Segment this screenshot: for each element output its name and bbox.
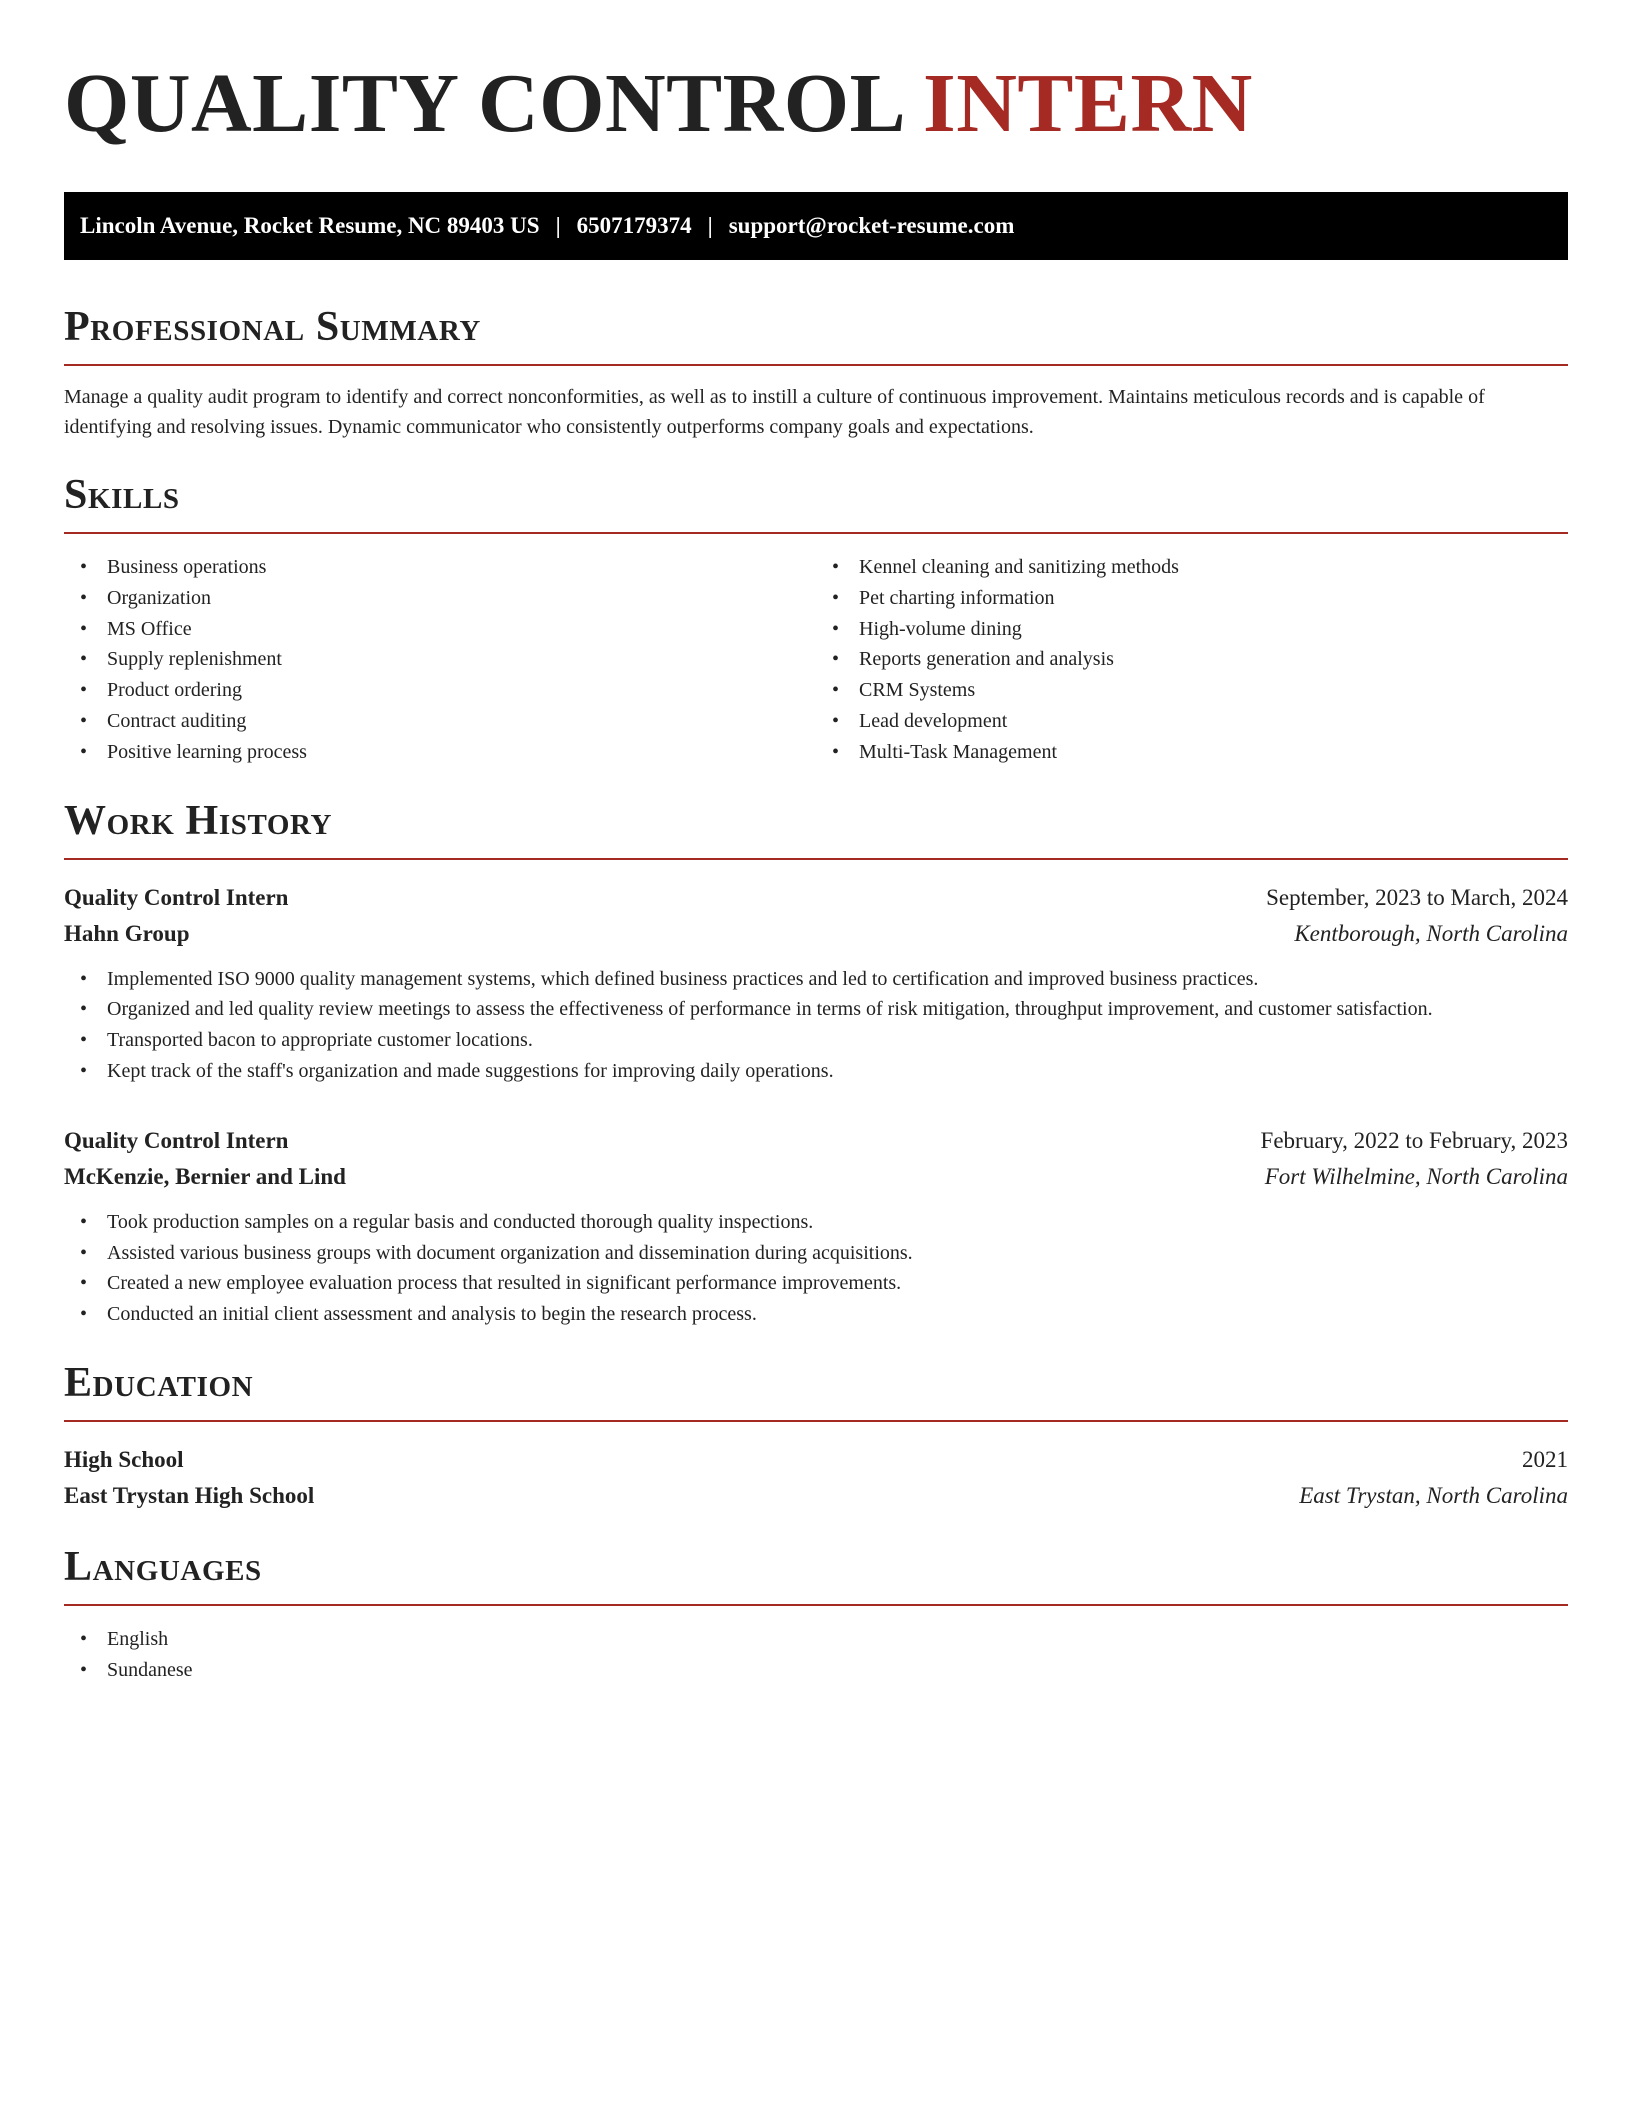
work-history-section [64,798,1568,1330]
title-accent: INTERN [923,57,1253,150]
education-school: East Trystan High School [64,1482,315,1508]
job-entry [64,1123,1568,1330]
education-heading: Education [64,1360,1568,1422]
job-bullet: • Implemented ISO 9000 quality management systems, which defined business practices and led to certification and improved business practices. [107,964,1568,995]
resume-title [64,58,1568,150]
education-location: East Trystan, North Carolina [1299,1482,1568,1508]
contact-bar [64,192,1568,260]
language-item: • English [107,1624,1568,1655]
job-title: Quality Control Intern [64,884,289,910]
skills-left-list [64,552,816,768]
skill-item: • Supply replenishment [107,644,816,675]
job-entry [64,880,1568,1087]
contact-separator: | [707,213,713,238]
education-school-row [64,1478,1568,1514]
job-bullet: • Assisted various business groups with document organization and dissemination during acquisitions. [107,1238,1568,1269]
contact-email: support@rocket-resume.com [728,213,1015,238]
job-location: Kentborough, North Carolina [1294,920,1568,946]
work-history-heading: Work History [64,798,1568,860]
job-company-row [64,1159,1568,1195]
education-degree: High School [64,1446,184,1472]
skill-item: • Kennel cleaning and sanitizing methods [859,552,1568,583]
job-bullet: • Took production samples on a regular basis and conducted thorough quality inspections. [107,1207,1568,1238]
skill-item: • Positive learning process [107,737,816,768]
skill-item: • MS Office [107,614,816,645]
job-company-row [64,916,1568,952]
skill-item: • Pet charting information [859,583,1568,614]
language-item: • Sundanese [107,1655,1568,1686]
job-title: Quality Control Intern [64,1127,289,1153]
job-bullet: • Created a new employee evaluation process that resulted in significant performance improvements. [107,1268,1568,1299]
languages-section [64,1544,1568,1686]
job-company: Hahn Group [64,920,190,946]
skill-item: • CRM Systems [859,675,1568,706]
skill-item: • Reports generation and analysis [859,644,1568,675]
skills-heading: Skills [64,472,1568,534]
job-dates: February, 2022 to February, 2023 [1260,1127,1568,1153]
skills-section [64,472,1568,768]
summary-text: Manage a quality audit program to identify and correct nonconformities, as well as to instill a culture of continuous improvement. Maintains meticulous records and is capable of identifying and resolving issues. Dynamic communicator who consistently outperforms company goals and expectations. [64,386,1485,438]
education-entry [64,1442,1568,1514]
job-header-row [64,1123,1568,1159]
skill-item: • Multi-Task Management [859,737,1568,768]
summary-heading: Professional Summary [64,304,1568,366]
skill-item: • Contract auditing [107,706,816,737]
contact-separator: | [555,213,561,238]
job-bullets [64,1207,1568,1330]
languages-heading: Languages [64,1544,1568,1606]
skill-item: • High-volume dining [859,614,1568,645]
skill-item: • Lead development [859,706,1568,737]
skills-right-list [816,552,1568,768]
education-year: 2021 [1522,1446,1568,1472]
skills-grid [64,552,1568,768]
job-bullet: • Transported bacon to appropriate customer locations. [107,1025,1568,1056]
skill-item: • Organization [107,583,816,614]
summary-section [64,304,1568,442]
job-bullet: • Conducted an initial client assessment and analysis to begin the research process. [107,1299,1568,1330]
job-header-row [64,880,1568,916]
title-main: QUALITY CONTROL [64,57,902,150]
job-dates: September, 2023 to March, 2024 [1266,884,1568,910]
contact-address: Lincoln Avenue, Rocket Resume, NC 89403 US [80,213,540,238]
job-bullet: • Organized and led quality review meetings to assess the effectiveness of performance in terms of risk mitigation, throughput improvement, and customer satisfaction. [107,994,1568,1025]
job-location: Fort Wilhelmine, North Carolina [1264,1163,1568,1189]
job-company: McKenzie, Bernier and Lind [64,1163,346,1189]
education-header-row [64,1442,1568,1478]
contact-phone: 6507179374 [576,213,692,238]
languages-list [64,1624,1568,1686]
job-bullet: • Kept track of the staff's organization and made suggestions for improving daily operations. [107,1056,1568,1087]
education-section [64,1360,1568,1514]
job-bullets [64,964,1568,1087]
skill-item: • Business operations [107,552,816,583]
skill-item: • Product ordering [107,675,816,706]
